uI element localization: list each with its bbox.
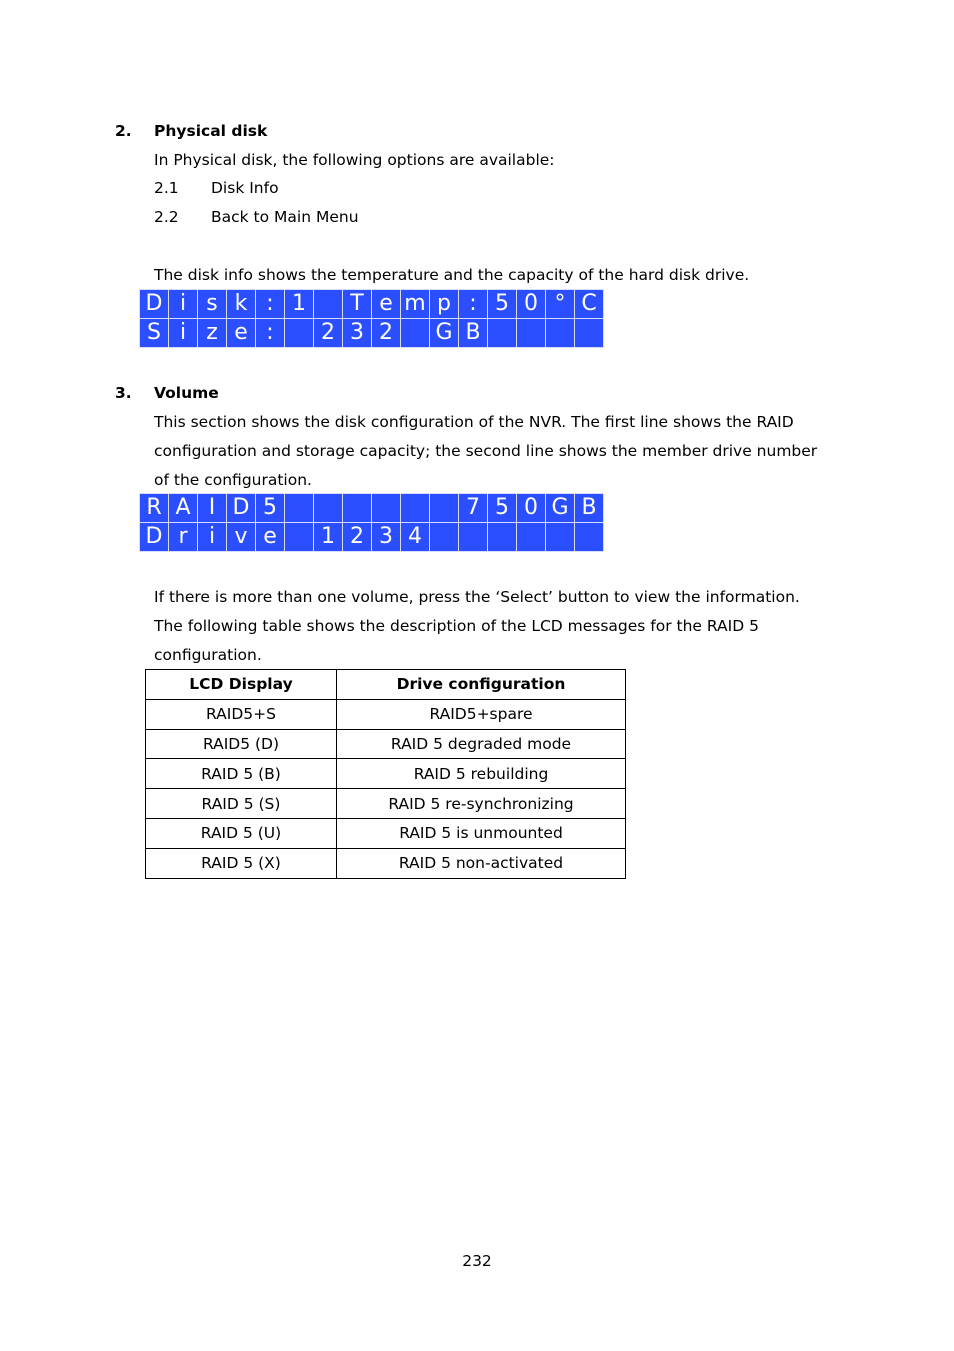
table-row	[146, 789, 626, 819]
lcd-cell	[343, 494, 372, 523]
lcd-cell: G	[430, 319, 459, 348]
section-3-number: 3.	[115, 384, 132, 402]
table-cell-config: RAID 5 degraded mode	[337, 729, 626, 759]
table-cell-config: RAID 5 is unmounted	[337, 818, 626, 848]
lcd-cell: 3	[343, 319, 372, 348]
table-row	[146, 759, 626, 789]
table-cell-config: RAID 5 rebuilding	[337, 759, 626, 789]
lcd-cell: D	[140, 290, 169, 319]
lcd-cell: D	[140, 523, 169, 552]
lcd-cell: D	[227, 494, 256, 523]
table-cell-config: RAID 5 non-activated	[337, 848, 626, 878]
lcd-cell: 2	[314, 319, 343, 348]
lcd-cell: r	[169, 523, 198, 552]
lcd-cell	[285, 523, 314, 552]
lcd-cell: 0	[517, 494, 546, 523]
lcd-cell: :	[256, 319, 285, 348]
section-2-intro: In Physical disk, the following options are available:	[154, 151, 555, 169]
volume-paragraph-line-1: This section shows the disk configuration of the NVR. The first line shows the RAID	[154, 413, 794, 431]
table-cell-lcd: RAID 5 (U)	[146, 818, 337, 848]
table-cell-lcd: RAID 5 (X)	[146, 848, 337, 878]
lcd-cell	[285, 494, 314, 523]
table-header-lcd-display: LCD Display	[146, 670, 337, 700]
lcd-cell: 5	[488, 494, 517, 523]
lcd-cell: °	[546, 290, 575, 319]
lcd-cell	[575, 319, 604, 348]
lcd-cell: :	[256, 290, 285, 319]
table-cell-lcd: RAID 5 (S)	[146, 789, 337, 819]
table-header-row	[146, 670, 626, 700]
disk-info-description: The disk info shows the temperature and the capacity of the hard disk drive.	[154, 266, 750, 284]
table-cell-config: RAID5+spare	[337, 699, 626, 729]
lcd-cell	[546, 523, 575, 552]
lcd-messages-table	[145, 669, 626, 879]
option-2-2-label: Back to Main Menu	[211, 208, 359, 226]
lcd-cell: 3	[372, 523, 401, 552]
lcd-cell	[575, 523, 604, 552]
lcd-cell: 1	[285, 290, 314, 319]
table-cell-config: RAID 5 re-synchronizing	[337, 789, 626, 819]
lcd-cell: i	[169, 290, 198, 319]
lcd-cell: A	[169, 494, 198, 523]
volume-paragraph-line-2: configuration and storage capacity; the second line shows the member drive number	[154, 442, 818, 460]
table-row	[146, 848, 626, 878]
lcd-cell	[488, 523, 517, 552]
lcd-cell: i	[169, 319, 198, 348]
select-paragraph-line-3: configuration.	[154, 646, 262, 664]
lcd-cell: 4	[401, 523, 430, 552]
lcd-cell: B	[575, 494, 604, 523]
lcd-cell: e	[227, 319, 256, 348]
table-row	[146, 818, 626, 848]
select-paragraph-line-1: If there is more than one volume, press the ‘Select’ button to view the information.	[154, 588, 800, 606]
lcd-cell: R	[140, 494, 169, 523]
lcd-cell: v	[227, 523, 256, 552]
lcd-row	[140, 319, 604, 348]
page-number: 232	[462, 1252, 492, 1270]
lcd-cell	[401, 494, 430, 523]
lcd-cell: s	[198, 290, 227, 319]
lcd-cell	[517, 523, 546, 552]
section-2-heading: Physical disk	[154, 122, 268, 140]
lcd-cell: T	[343, 290, 372, 319]
select-paragraph-line-2: The following table shows the description of the LCD messages for the RAID 5	[154, 617, 759, 635]
lcd-cell: 5	[488, 290, 517, 319]
lcd-cell	[517, 319, 546, 348]
lcd-row	[140, 290, 604, 319]
lcd-cell: 2	[343, 523, 372, 552]
lcd-cell: e	[256, 523, 285, 552]
lcd-cell: 1	[314, 523, 343, 552]
lcd-cell	[430, 494, 459, 523]
lcd-cell: z	[198, 319, 227, 348]
lcd-cell: m	[401, 290, 430, 319]
section-2-number: 2.	[115, 122, 132, 140]
lcd-row	[140, 523, 604, 552]
table-cell-lcd: RAID 5 (B)	[146, 759, 337, 789]
option-2-2-number: 2.2	[154, 208, 179, 226]
lcd-cell: 2	[372, 319, 401, 348]
lcd-cell	[372, 494, 401, 523]
lcd-cell: I	[198, 494, 227, 523]
lcd-display-disk-info	[139, 289, 604, 348]
lcd-cell: G	[546, 494, 575, 523]
lcd-cell: B	[459, 319, 488, 348]
table-cell-lcd: RAID5+S	[146, 699, 337, 729]
lcd-cell: C	[575, 290, 604, 319]
table-row	[146, 699, 626, 729]
lcd-cell	[546, 319, 575, 348]
lcd-row	[140, 494, 604, 523]
lcd-cell: 0	[517, 290, 546, 319]
option-2-1-label: Disk Info	[211, 179, 279, 197]
lcd-cell: e	[372, 290, 401, 319]
lcd-cell: p	[430, 290, 459, 319]
lcd-cell	[430, 523, 459, 552]
option-2-1-number: 2.1	[154, 179, 179, 197]
lcd-cell	[401, 319, 430, 348]
lcd-cell: S	[140, 319, 169, 348]
table-cell-lcd: RAID5 (D)	[146, 729, 337, 759]
table-header-drive-configuration: Drive configuration	[337, 670, 626, 700]
lcd-cell	[314, 290, 343, 319]
lcd-cell: :	[459, 290, 488, 319]
table-row	[146, 729, 626, 759]
volume-paragraph-line-3: of the configuration.	[154, 471, 312, 489]
lcd-cell: i	[198, 523, 227, 552]
lcd-cell	[314, 494, 343, 523]
lcd-cell	[488, 319, 517, 348]
lcd-cell: k	[227, 290, 256, 319]
lcd-cell: 7	[459, 494, 488, 523]
lcd-cell: 5	[256, 494, 285, 523]
lcd-cell	[459, 523, 488, 552]
lcd-display-volume	[139, 493, 604, 552]
lcd-cell	[285, 319, 314, 348]
section-3-heading: Volume	[154, 384, 219, 402]
